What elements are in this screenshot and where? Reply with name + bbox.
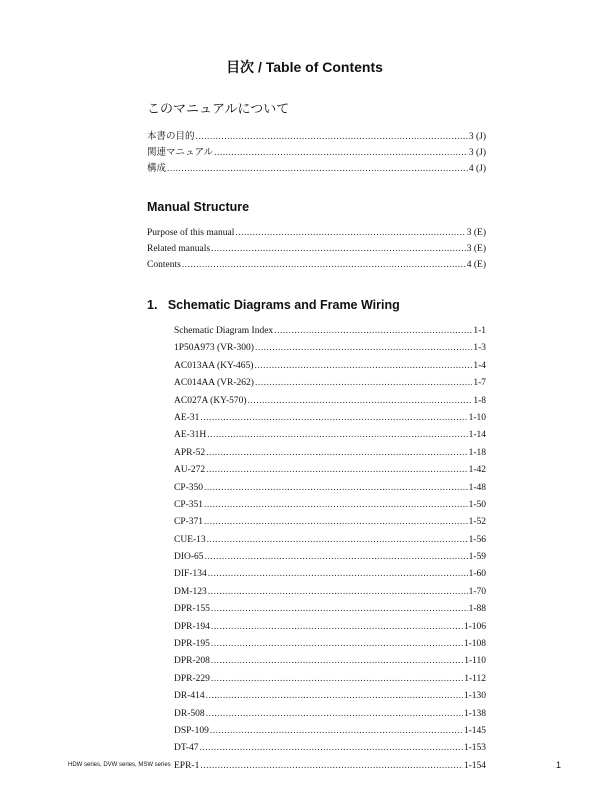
dot-leader — [206, 465, 467, 475]
dot-leader — [206, 448, 467, 458]
toc-entry-page: 3 (E) — [466, 244, 486, 254]
toc-entry-label: 本書の目的 — [147, 132, 195, 142]
toc-entry-label: Schematic Diagram Index — [174, 326, 274, 336]
toc-entry-label: AC014AA (VR-262) — [174, 378, 254, 389]
dot-leader — [200, 761, 462, 771]
toc-entry-page: 1-60 — [468, 569, 486, 580]
section-heading-about-manual-jp: このマニュアルについて — [147, 101, 290, 116]
toc-entry-label: DPR-229 — [174, 673, 210, 684]
toc-entry-page: 1-3 — [473, 343, 486, 354]
dot-leader — [255, 378, 472, 388]
toc-entry-page: 1-138 — [463, 708, 486, 719]
toc-entry[interactable] — [147, 160, 486, 176]
toc-entry-page: 1-48 — [468, 482, 486, 493]
toc-entry-label: CP-351 — [174, 499, 204, 510]
toc-entry-label: DR-508 — [174, 708, 205, 719]
toc-entry-page: 1-50 — [468, 499, 486, 510]
toc-entry-label: AC013AA (KY-465) — [174, 360, 254, 371]
toc-entry[interactable] — [174, 465, 486, 482]
toc-entry[interactable] — [174, 639, 486, 656]
toc-entry-page: 1-8 — [473, 395, 486, 406]
toc-entry[interactable] — [174, 622, 486, 639]
toc-entry-label: Purpose of this manual — [147, 228, 235, 238]
toc-entry[interactable] — [147, 260, 486, 276]
toc-entry-page: 1-106 — [463, 621, 486, 632]
dot-leader — [204, 500, 468, 510]
toc-entry-label: EPR-1 — [174, 760, 200, 771]
page-title: 目次 / Table of Contents — [226, 59, 383, 75]
toc-entry-label: AE-31 — [174, 412, 200, 423]
toc-entry[interactable] — [147, 144, 486, 160]
toc-entry-label: DSP-109 — [174, 725, 209, 736]
dot-leader — [211, 622, 463, 632]
dot-leader — [167, 164, 468, 174]
toc-entry-page: 1-52 — [468, 517, 486, 528]
toc-entry[interactable] — [174, 361, 486, 378]
toc-entry[interactable] — [174, 517, 486, 534]
toc-entry-page: 1-59 — [468, 552, 486, 563]
dot-leader — [274, 326, 472, 336]
toc-entry[interactable] — [174, 604, 486, 621]
dot-leader — [255, 343, 472, 353]
footer-page-number: 1 — [556, 760, 562, 770]
toc-entry-page: 1-18 — [468, 447, 486, 458]
toc-entry-page: 3 (E) — [466, 228, 486, 238]
toc-entry-label: APR-52 — [174, 447, 206, 458]
toc-entry-label: AU-272 — [174, 465, 206, 476]
toc-entry[interactable] — [174, 430, 486, 447]
dot-leader — [205, 552, 468, 562]
toc-entry[interactable] — [174, 326, 486, 343]
toc-entry-page: 1-153 — [463, 743, 486, 754]
toc-entry-page: 1-110 — [464, 656, 486, 667]
toc-entry[interactable] — [174, 656, 486, 673]
toc-entry-label: 関連マニュアル — [147, 148, 214, 158]
toc-entry-label: DM-123 — [174, 586, 207, 597]
dot-leader — [206, 691, 463, 701]
toc-entry[interactable] — [174, 535, 486, 552]
toc-entry-page: 1-145 — [463, 725, 486, 736]
toc-entry-page: 3 (J) — [468, 132, 486, 142]
toc-entry-page: 1-112 — [464, 673, 486, 684]
dot-leader — [211, 674, 463, 684]
toc-entry-label: DPR-195 — [174, 639, 210, 650]
toc-entry[interactable] — [174, 413, 486, 430]
toc-entry[interactable] — [174, 726, 486, 743]
toc-entry[interactable] — [174, 378, 486, 395]
toc-entry-label: CP-371 — [174, 517, 204, 528]
toc-entry-page: 1-10 — [468, 412, 486, 423]
toc-entry-page: 1-130 — [463, 691, 486, 702]
toc-entry-page: 4 (J) — [468, 164, 486, 174]
dot-leader — [211, 604, 468, 614]
toc-entry[interactable] — [174, 691, 486, 708]
toc-entry-label: 1P50A973 (VR-300) — [174, 343, 254, 354]
toc-entry-label: Related manuals — [147, 244, 211, 254]
dot-leader — [207, 430, 467, 440]
dot-leader — [211, 656, 463, 666]
dot-leader — [204, 483, 468, 493]
toc-entry[interactable] — [174, 743, 486, 760]
toc-entry-page: 1-70 — [468, 586, 486, 597]
dot-leader — [235, 228, 465, 238]
toc-entry[interactable] — [174, 343, 486, 360]
dot-leader — [196, 132, 468, 142]
toc-entry[interactable] — [147, 244, 486, 260]
toc-entry-page: 1-154 — [463, 760, 486, 771]
toc-entry[interactable] — [147, 128, 486, 144]
section-heading-schematic-diagrams: 1. Schematic Diagrams and Frame Wiring — [147, 298, 400, 312]
toc-entry-label: DIO-65 — [174, 552, 204, 563]
dot-leader — [248, 396, 473, 406]
toc-entry[interactable] — [174, 709, 486, 726]
toc-entry-page: 1-7 — [473, 378, 486, 389]
toc-entry-page: 3 (J) — [468, 148, 486, 158]
toc-entry-label: Contents — [147, 260, 181, 270]
dot-leader — [208, 569, 468, 579]
toc-entry-label: DIF-134 — [174, 569, 207, 580]
dot-leader — [182, 260, 466, 270]
toc-list-schematic-diagrams — [174, 326, 486, 778]
toc-entry-label: 構成 — [147, 164, 167, 174]
dot-leader — [211, 639, 463, 649]
toc-entry[interactable] — [174, 448, 486, 465]
toc-entry-page: 1-4 — [473, 360, 486, 371]
toc-entry[interactable] — [174, 396, 486, 413]
footer-series: HDW series, DVW series, MSW series — [68, 762, 171, 768]
toc-entry-label: CUE-13 — [174, 534, 206, 545]
toc-entry-page: 1-1 — [473, 326, 486, 336]
toc-entry[interactable] — [174, 674, 486, 691]
toc-entry-label: DPR-208 — [174, 656, 210, 667]
toc-entry[interactable] — [174, 761, 486, 778]
toc-entry[interactable] — [174, 587, 486, 604]
dot-leader — [210, 726, 463, 736]
toc-entry-label: DT-47 — [174, 743, 199, 754]
toc-entry-page: 1-14 — [468, 430, 486, 441]
toc-entry-page: 1-56 — [468, 534, 486, 545]
toc-entry[interactable] — [174, 500, 486, 517]
dot-leader — [211, 244, 466, 254]
toc-entry-label: DPR-194 — [174, 621, 210, 632]
toc-entry-page: 1-42 — [468, 465, 486, 476]
toc-entry-page: 1-108 — [463, 639, 486, 650]
toc-entry-label: CP-350 — [174, 482, 204, 493]
dot-leader — [206, 709, 463, 719]
toc-entry[interactable] — [147, 228, 486, 244]
toc-entry-label: AC027A (KY-570) — [174, 395, 247, 406]
dot-leader — [208, 587, 468, 597]
dot-leader — [214, 148, 468, 158]
toc-list-about-manual-jp — [147, 128, 486, 176]
section-heading-manual-structure: Manual Structure — [147, 200, 250, 214]
dot-leader — [204, 517, 468, 527]
toc-entry[interactable] — [174, 569, 486, 586]
toc-entry-label: DPR-155 — [174, 604, 210, 615]
dot-leader — [200, 413, 467, 423]
toc-entry-page: 4 (E) — [466, 260, 486, 270]
dot-leader — [207, 535, 468, 545]
toc-entry-label: DR-414 — [174, 691, 205, 702]
toc-entry[interactable] — [174, 483, 486, 500]
toc-entry[interactable] — [174, 552, 486, 569]
toc-list-manual-structure — [147, 228, 486, 276]
toc-entry-page: 1-88 — [468, 604, 486, 615]
toc-entry-label: AE-31H — [174, 430, 207, 441]
dot-leader — [254, 361, 472, 371]
dot-leader — [199, 743, 462, 753]
